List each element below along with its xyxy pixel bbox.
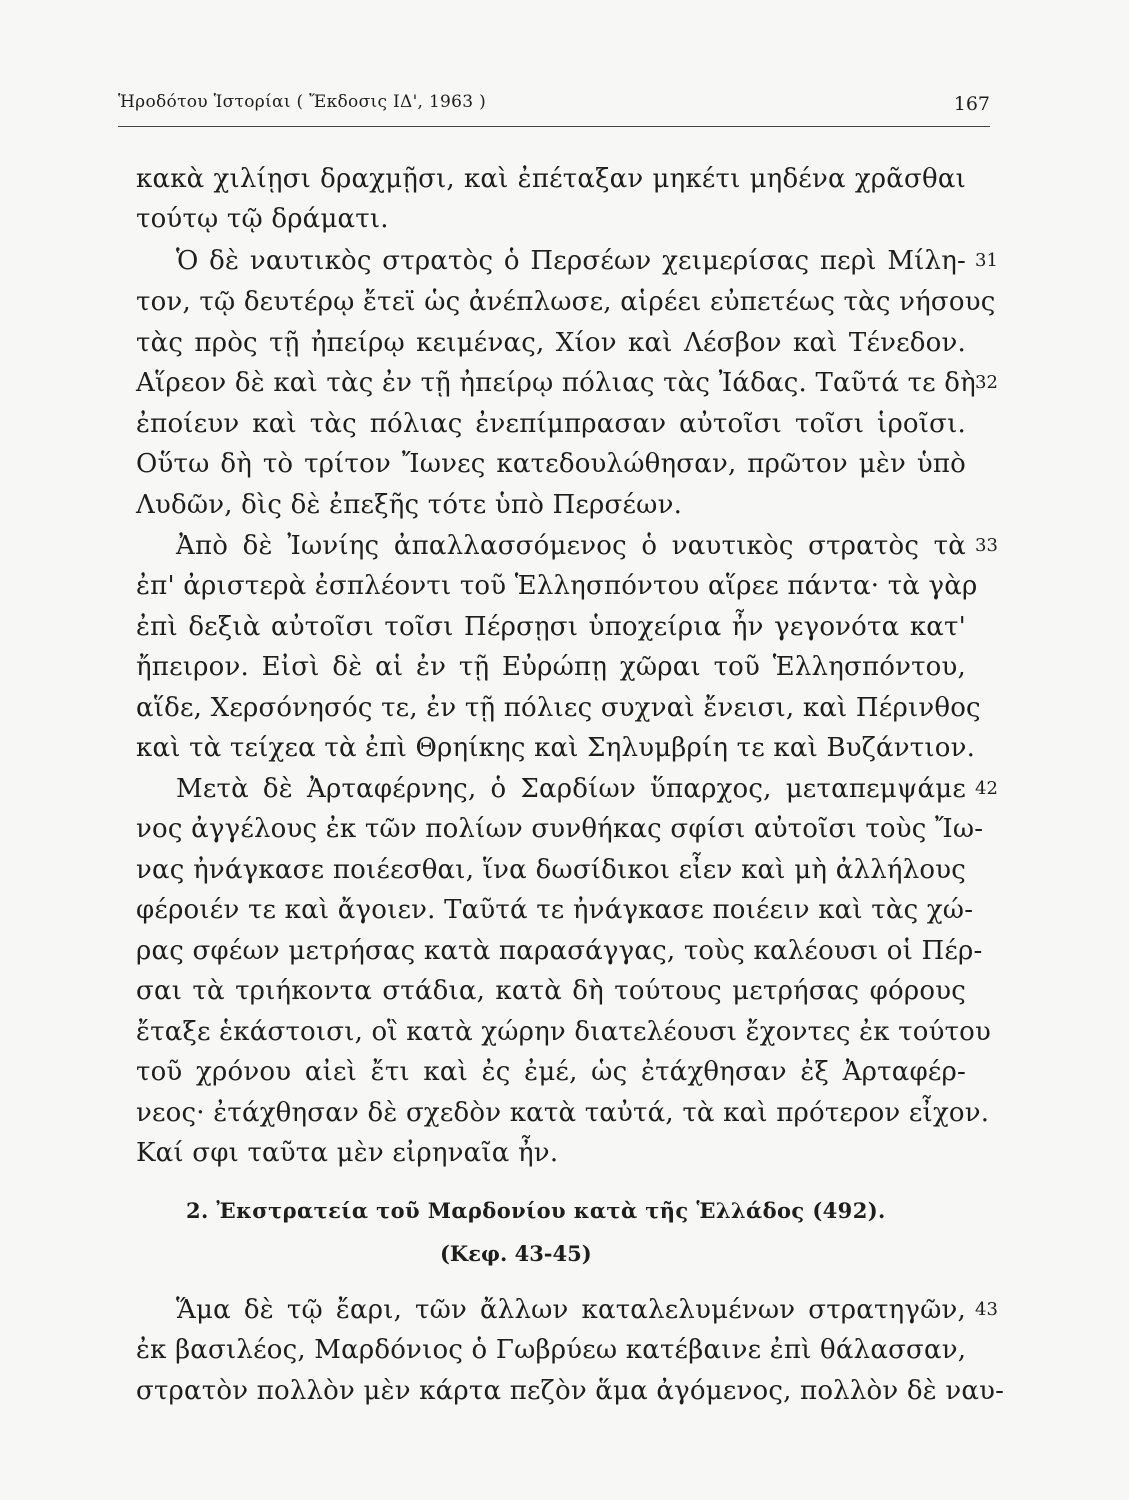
- text-line: νος ἀγγέλους ἐκ τῶν πολίων συνθήκας σφίσι αὐτοῖσι τοὺς Ἴω-: [136, 814, 984, 844]
- text-line: ἤπειρον. Εἰσὶ δὲ αἱ ἐν τῇ Εὐρώπῃ χῶραι τοῦ Ἑλλησπόντου,: [136, 652, 966, 682]
- text-line: κακὰ χιλίῃσι δραχμῇσι, καὶ ἐπέταξαν μηκέτι μηδένα χρᾶσθαι: [136, 164, 966, 194]
- text-line: Ὁ δὲ ναυτικὸς στρατὸς ὁ Περσέων χειμερίσας περὶ Μίλη-: [176, 246, 966, 276]
- chapter-number: 32: [975, 372, 998, 393]
- text-line: Μετὰ δὲ Ἀρταφέρνης, ὁ Σαρδίων ὕπαρχος, μεταπεμψάμε: [176, 774, 966, 804]
- text-line: ἐποίευν καὶ τὰς πόλιας ἐνεπίμπρασαν αὐτοῖσι τοῖσι ἱροῖσι.: [136, 409, 966, 439]
- text-line: νεος· ἐτάχθησαν δὲ σχεδὸν κατὰ ταὐτά, τὰ καὶ πρότερον εἶχον.: [136, 1098, 990, 1128]
- chapter-number: 43: [975, 1299, 998, 1320]
- text-line: τὰς πρὸς τῇ ἠπείρῳ κειμένας, Χίον καὶ Λέσβον καὶ Τένεδον.: [136, 328, 966, 358]
- text-line: νας ἠνάγκασε ποιέεσθαι, ἵνα δωσίδικοι εἶεν καὶ μὴ ἀλλήλους: [136, 855, 966, 885]
- text-line: Λυδῶν, δὶς δὲ ἐπεξῆς τότε ὑπὸ Περσέων.: [136, 490, 683, 520]
- chapter-number: 42: [975, 778, 998, 799]
- text-line: ἐπὶ δεξιὰ αὐτοῖσι τοῖσι Πέρσῃσι ὑποχείρια ἦν γεγονότα κατ': [136, 612, 966, 642]
- running-header: [118, 92, 990, 127]
- text-line: φέροιέν τε καὶ ἄγοιεν. Ταῦτά τε ἠνάγκασε ποιέειν καὶ τὰς χώ-: [136, 895, 974, 925]
- section-subtitle: (Κεφ. 43-45): [440, 1241, 592, 1266]
- section-title: 2. Ἐκστρατεία τοῦ Μαρδονίου κατὰ τῆς Ἑλλάδος (492).: [186, 1198, 886, 1223]
- text-line: σαι τὰ τριήκοντα στάδια, κατὰ δὴ τούτους μετρήσας φόρους: [136, 976, 966, 1006]
- text-line: Καί σφι ταῦτα μὲν εἰρηναῖα ἦν.: [136, 1138, 559, 1168]
- text-line: Αἵρεον δὲ καὶ τὰς ἐν τῇ ἠπείρῳ πόλιας τὰς Ἰάδας. Ταῦτά τε δὴ: [136, 368, 976, 398]
- text-line: Οὕτω δὴ τὸ τρίτον Ἴωνες κατεδουλώθησαν, πρῶτον μὲν ὑπὸ: [136, 449, 966, 479]
- text-line: ἐπ' ἀριστερὰ ἐσπλέοντι τοῦ Ἑλλησπόντου αἵρεε πάντα· τὰ γὰρ: [136, 571, 978, 601]
- page-number: 167: [953, 93, 990, 115]
- chapter-number: 31: [975, 250, 998, 271]
- text-line: ρας σφέων μετρήσας κατὰ παρασάγγας, τοὺς καλέουσι οἱ Πέρ-: [136, 936, 983, 966]
- text-line: ἐκ βασιλέος, Μαρδόνιος ὁ Γωβρύεω κατέβαινε ἐπὶ θάλασσαν,: [136, 1335, 967, 1365]
- text-line: στρατὸν πολλὸν μὲν κάρτα πεζὸν ἅμα ἀγόμενος, πολλὸν δὲ ναυ-: [136, 1376, 1005, 1406]
- text-line: τοῦ χρόνου αἰεὶ ἔτι καὶ ἐς ἐμέ, ὡς ἐτάχθησαν ἐξ Ἀρταφέρ-: [136, 1057, 966, 1087]
- text-line: τον, τῷ δευτέρῳ ἔτεϊ ὡς ἀνέπλωσε, αἱρέει εὐπετέως τὰς νήσους: [136, 287, 996, 317]
- chapter-number: 33: [975, 535, 998, 556]
- text-line: ἔταξε ἑκάστοισι, οἳ κατὰ χώρην διατελέουσι ἔχοντες ἐκ τούτου: [136, 1017, 992, 1047]
- text-line: αἵδε, Χερσόνησός τε, ἐν τῇ πόλιες συχναὶ ἔνεισι, καὶ Πέρινθος: [136, 693, 981, 723]
- text-line: καὶ τὰ τείχεα τὰ ἐπὶ Θρηίκης καὶ Σηλυμβρίη τε καὶ Βυζάντιον.: [136, 733, 976, 763]
- header-title: Ἡροδότου Ἱστορίαι ( Ἔκδοσις ΙΔ', 1963 ): [118, 92, 487, 112]
- text-line: τούτῳ τῷ δράματι.: [136, 204, 389, 234]
- text-line: Ἅμα δὲ τῷ ἔαρι, τῶν ἄλλων καταλελυμένων στρατηγῶν,: [176, 1295, 966, 1325]
- text-line: Ἀπὸ δὲ Ἰωνίης ἀπαλλασσόμενος ὁ ναυτικὸς στρατὸς τὰ: [176, 531, 966, 561]
